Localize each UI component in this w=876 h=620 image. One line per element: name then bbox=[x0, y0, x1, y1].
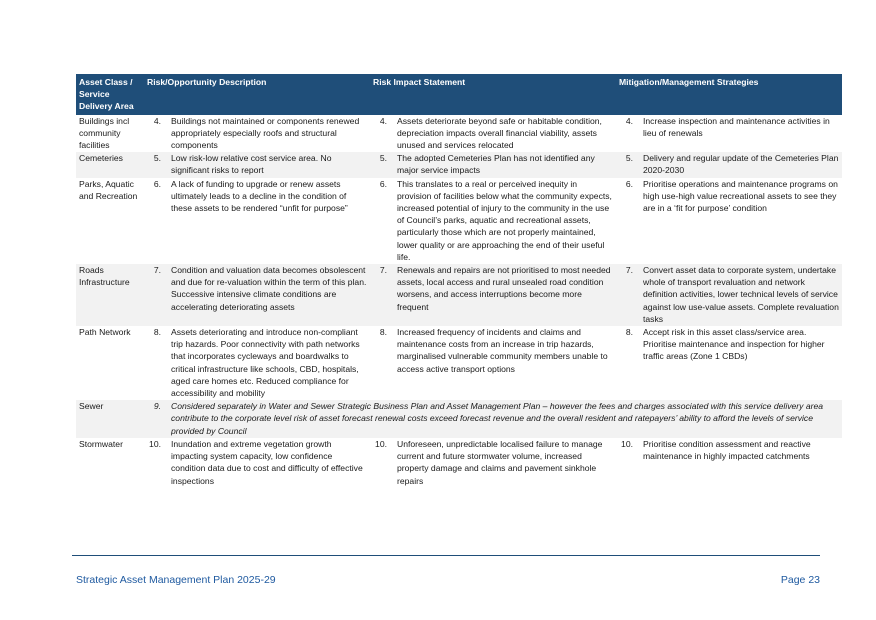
item-number: 8. bbox=[625, 327, 633, 338]
table-header-row bbox=[76, 74, 842, 115]
table-row bbox=[76, 326, 842, 400]
mitigation-text: Convert asset data to corporate system, undertake whole of transport revaluation and network definition activities, lower technical levels of service against low use-value assets. Complete revaluation tasks bbox=[643, 265, 839, 324]
table-row bbox=[76, 438, 842, 488]
asset-class-cell: Path Network bbox=[79, 327, 131, 338]
mitigation-cell bbox=[616, 264, 842, 326]
mitigation-text: Prioritise operations and maintenance programs on high use-high value recreational assets to see they are in a ‘fit for purpose’ condition bbox=[643, 178, 838, 214]
impact-cell bbox=[370, 115, 616, 153]
asset-class-cell: Buildings incl community facilities bbox=[79, 115, 130, 151]
risk-cell bbox=[144, 326, 370, 400]
header-risk-impact: Risk Impact Statement bbox=[370, 74, 616, 115]
mitigation-text: Accept risk in this asset class/service area. Prioritise maintenance and inspection for higher traffic areas (Zone 1 CBDs) bbox=[643, 327, 825, 362]
footer-document-title: Strategic Asset Management Plan 2025-29 bbox=[76, 574, 276, 586]
item-number: 6. bbox=[379, 178, 387, 189]
impact-cell bbox=[370, 326, 616, 400]
item-number: 7. bbox=[625, 265, 633, 276]
header-asset-class: Asset Class / Service Delivery Area bbox=[76, 74, 144, 115]
asset-class-cell: Parks, Aquatic and Recreation bbox=[79, 178, 138, 201]
mitigation-text: Prioritise condition assessment and reactive maintenance in highly impacted catchments bbox=[643, 438, 811, 462]
risk-table bbox=[76, 74, 842, 488]
item-number: 8. bbox=[379, 327, 387, 338]
impact-cell bbox=[370, 178, 616, 264]
item-number: 4. bbox=[379, 115, 387, 126]
mitigation-cell bbox=[616, 438, 842, 488]
header-mitigation: Mitigation/Management Strategies bbox=[616, 74, 842, 115]
table-row bbox=[76, 264, 842, 326]
mitigation-cell bbox=[616, 115, 842, 153]
table-row bbox=[76, 178, 842, 264]
risk-text: Assets deteriorating and introduce non-compliant trip hazards. Poor connectivity with path networks that incorporates cycleways and boardwalks to critical infrastructure like schools, CBD, hospitals, aged care homes etc. Reduced compliance for accessibility and mobility bbox=[171, 327, 360, 399]
mitigation-text: Delivery and regular update of the Cemeteries Plan 2020-2030 bbox=[643, 153, 839, 176]
sewer-note-text: Considered separately in Water and Sewer Strategic Business Plan and Asset Management Plan – however the fees and charges associated with this service delivery area contribute to the corporate level risk of asset forecast renewal costs exceed forecast revenue and the overall resident and ratepayers’ ability to afford the levels of service provided by Council bbox=[171, 401, 824, 436]
item-number: 5. bbox=[153, 153, 161, 164]
impact-text: Increased frequency of incidents and claims and maintenance costs from an increase in trip hazards, marginalised vulnerable community members unable to access active transport options bbox=[397, 327, 608, 374]
header-risk-description: Risk/Opportunity Description bbox=[144, 74, 370, 115]
risk-cell bbox=[144, 438, 370, 488]
mitigation-cell bbox=[616, 178, 842, 264]
item-number: 10. bbox=[621, 438, 633, 449]
footer-divider bbox=[72, 555, 820, 556]
asset-class-cell: Stormwater bbox=[79, 438, 123, 449]
risk-cell bbox=[144, 178, 370, 264]
mitigation-text: Increase inspection and maintenance activities in lieu of renewals bbox=[643, 115, 830, 138]
risk-text: Low risk-low relative cost service area. No significant risks to report bbox=[171, 153, 332, 176]
impact-text: This translates to a real or perceived inequity in provision of facilities below what the community expects, increased potential of injury to the community in the use of Council’s parks, aquatic and recreational assets, particularly those which are not properly maintained, lower quality or are approaching the end of their useful life. bbox=[397, 178, 612, 262]
item-number: 5. bbox=[379, 153, 387, 164]
impact-cell bbox=[370, 438, 616, 488]
item-number: 10. bbox=[149, 438, 161, 449]
table-row bbox=[76, 152, 842, 177]
item-number: 4. bbox=[625, 115, 633, 126]
table-row-sewer bbox=[76, 400, 842, 438]
risk-text: A lack of funding to upgrade or renew assets ultimately leads to a decline in the condition of these assets to be rendered “unfit for purpose” bbox=[171, 178, 348, 214]
impact-text: The adopted Cemeteries Plan has not identified any major service impacts bbox=[397, 153, 595, 176]
item-number: 10. bbox=[375, 438, 387, 449]
table-row bbox=[76, 115, 842, 153]
impact-text: Assets deteriorate beyond safe or habitable condition, depreciation impacts overall financial viability, assets unused and services relocated bbox=[397, 115, 602, 151]
asset-class-cell: Cemeteries bbox=[76, 152, 144, 177]
mitigation-cell bbox=[616, 326, 842, 400]
asset-class-cell: Roads Infrastructure bbox=[76, 264, 144, 326]
risk-text: Inundation and extreme vegetation growth impacting system capacity, low confidence condition data due to cost and difficulty of effective inspections bbox=[171, 438, 363, 486]
item-number: 6. bbox=[153, 178, 161, 189]
impact-text: Renewals and repairs are not prioritised to most needed assets, local access and rural unsealed road condition worsens, and access interruptions become more frequent bbox=[397, 265, 611, 312]
impact-cell bbox=[370, 152, 616, 177]
risk-cell bbox=[144, 264, 370, 326]
item-number: 7. bbox=[153, 265, 161, 276]
item-number: 6. bbox=[625, 178, 633, 189]
item-number: 8. bbox=[153, 327, 161, 338]
risk-text: Condition and valuation data becomes obsolescent and due for re-valuation within the term of this plan. Successive intensive climate conditions are accelerating deteriorating assets bbox=[171, 265, 367, 312]
footer-page-number: Page 23 bbox=[780, 574, 820, 586]
risk-cell bbox=[144, 152, 370, 177]
asset-class-cell: Sewer bbox=[76, 400, 144, 438]
item-number: 7. bbox=[379, 265, 387, 276]
impact-text: Unforeseen, unpredictable localised failure to manage current and future stormwater volume, increased property damage and claims and pavement sinkhole repairs bbox=[397, 438, 603, 486]
impact-cell bbox=[370, 264, 616, 326]
sewer-note-cell bbox=[144, 400, 842, 438]
item-number: 4. bbox=[153, 115, 161, 126]
risk-cell bbox=[144, 115, 370, 153]
mitigation-cell bbox=[616, 152, 842, 177]
item-number: 5. bbox=[625, 153, 633, 164]
risk-text: Buildings not maintained or components renewed appropriately especially roofs and structural components bbox=[171, 115, 360, 151]
item-number: 9. bbox=[153, 401, 161, 412]
